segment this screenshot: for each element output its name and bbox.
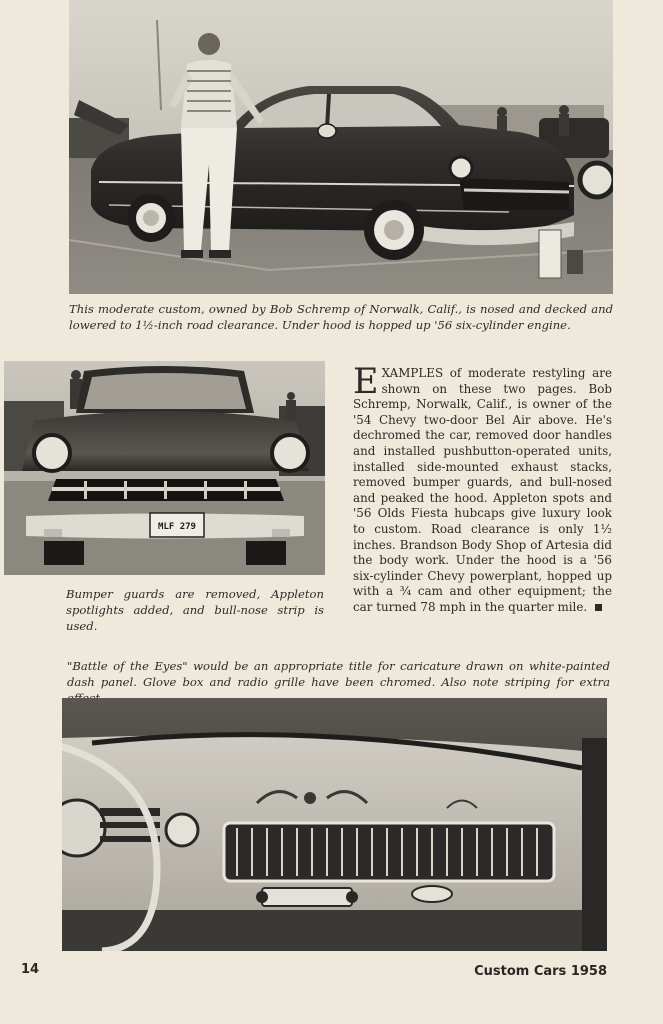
dashboard-caption: "Battle of the Eyes" would be an appropriate title for caricature drawn on white-painted dash panel. Glove box and radio grille have been chromed. Also note striping for extra [67, 659, 610, 689]
front-view-photo [4, 361, 325, 575]
license-plate-text: MLF 279 [158, 522, 196, 532]
article-body [353, 362, 612, 616]
magazine-title: Custom Cars 1958 [474, 964, 607, 979]
page-number: 14 [21, 962, 40, 977]
article-text: XAMPLES of moderate restyling are shown on these two pages. Bob Schremp, Norwalk, Calif., is owner of the '54 Chevy two-door Bel Air above. He's dechromed the car, removed door handles and installed pushbutton-operated units, installed side-mounted exhaust stacks, removed bumper guards, and bull-nosed and peaked the hood. Appleton spots and '56 Olds Fiesta hubcaps give luxury look to custom. Road clearance is only 1½ inches. Brandson Body Shop of Artesia did the body work. Under the hood is a '56 six-cylinder Chevy powerplant, hopped up with a ¾ cam and other equipment; the car turned 78 mph in the quarter mile. [353, 366, 612, 614]
end-of-article-mark [595, 604, 602, 611]
dashboard-photo [62, 698, 607, 951]
top-photo-side-view [69, 0, 613, 294]
drop-cap: E [353, 362, 379, 402]
top-photo-caption: This moderate custom, owned by Bob Schremp of Norwalk, Calif., is nosed and decked and lowered to 1½-inch road clearance. Under hood is hopped up '56 six-cylinder engine. [69, 302, 613, 332]
front-view-caption: Bumper guards are removed, Appleton spotlights added, and bull-nose strip is used. [66, 587, 324, 633]
